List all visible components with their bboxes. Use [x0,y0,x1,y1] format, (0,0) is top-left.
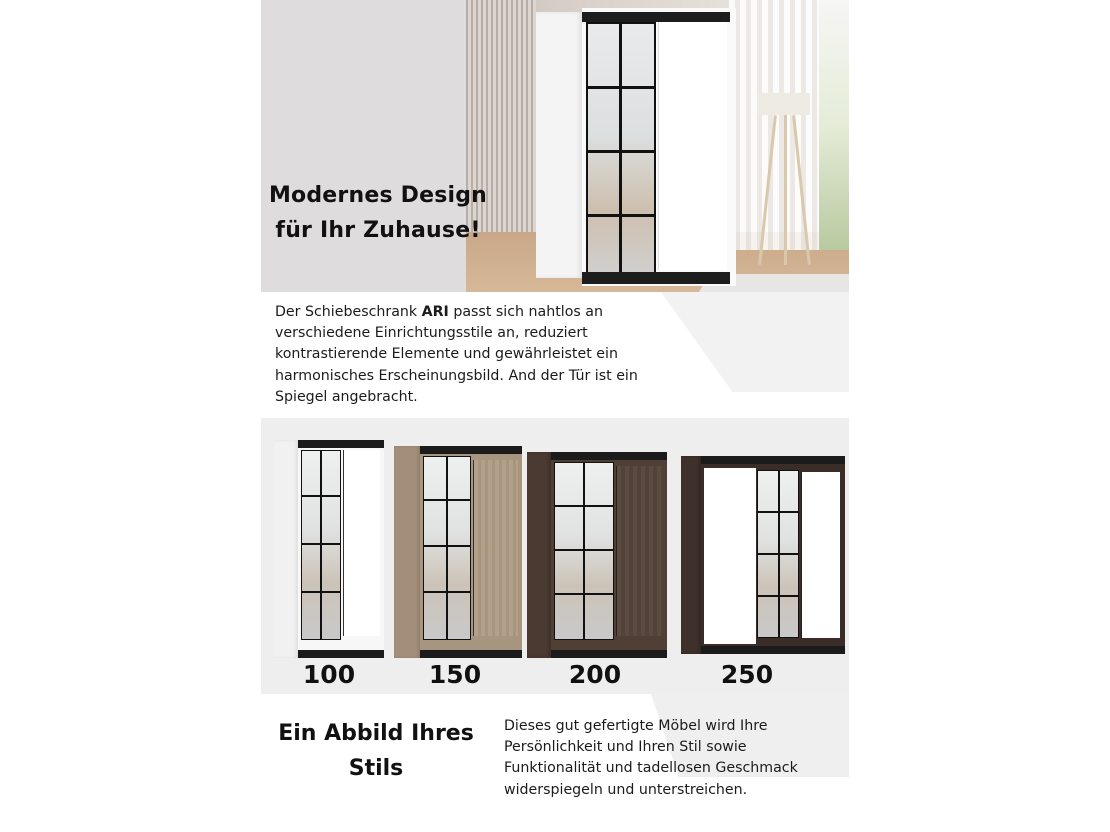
wardrobe-top-rail [582,12,730,22]
wardrobe-100 [274,440,384,658]
hero-title [261,178,495,248]
lamp-leg [784,115,787,265]
style-section-title [261,716,491,786]
wardrobe-200 [527,452,667,658]
size-label-150: 150 [428,660,482,689]
white-door [658,22,727,270]
hero-photo [466,0,849,292]
wardrobe-150 [394,446,522,658]
intro-paragraph [275,302,675,408]
size-lineup [261,418,849,694]
mirror-door [586,22,656,274]
size-label-250: 250 [720,660,774,689]
hero-title-line2: für Ihr Zuhause! [275,218,481,243]
intro-text-after: passt sich nahtlos an verschiedene Einrichtungsstile an, reduziert kontrastierende Elemente und gewährleistet ein harmonisches Erscheinungsbild. And der Tür ist ein Spiegel angebracht. [275,304,638,405]
floor-lamp [758,93,810,115]
product-description-page [261,0,849,832]
hero-title-line1: Modernes Design [268,183,488,208]
intro-text-before: Der Schiebeschrank [275,304,422,320]
style-section-text: Dieses gut gefertigte Möbel wird Ihre Persönlichkeit und Ihren Stil sowie Funktionalität und tadellosen Geschmack widerspiegeln und unterstreichen. [504,718,798,798]
hero-wardrobe [536,8,736,286]
style-title-line1: Ein Abbild Ihres [278,721,474,746]
hero-banner [261,0,849,292]
size-label-100: 100 [302,660,356,689]
wardrobe-250 [681,456,845,654]
style-title-line2: Stils [348,756,404,781]
wardrobe-base [582,272,730,284]
window [819,0,849,250]
size-label-200: 200 [568,660,622,689]
wardrobe-side [536,12,582,278]
decorative-diagonal-panel [661,292,849,392]
product-name: ARI [421,304,449,320]
